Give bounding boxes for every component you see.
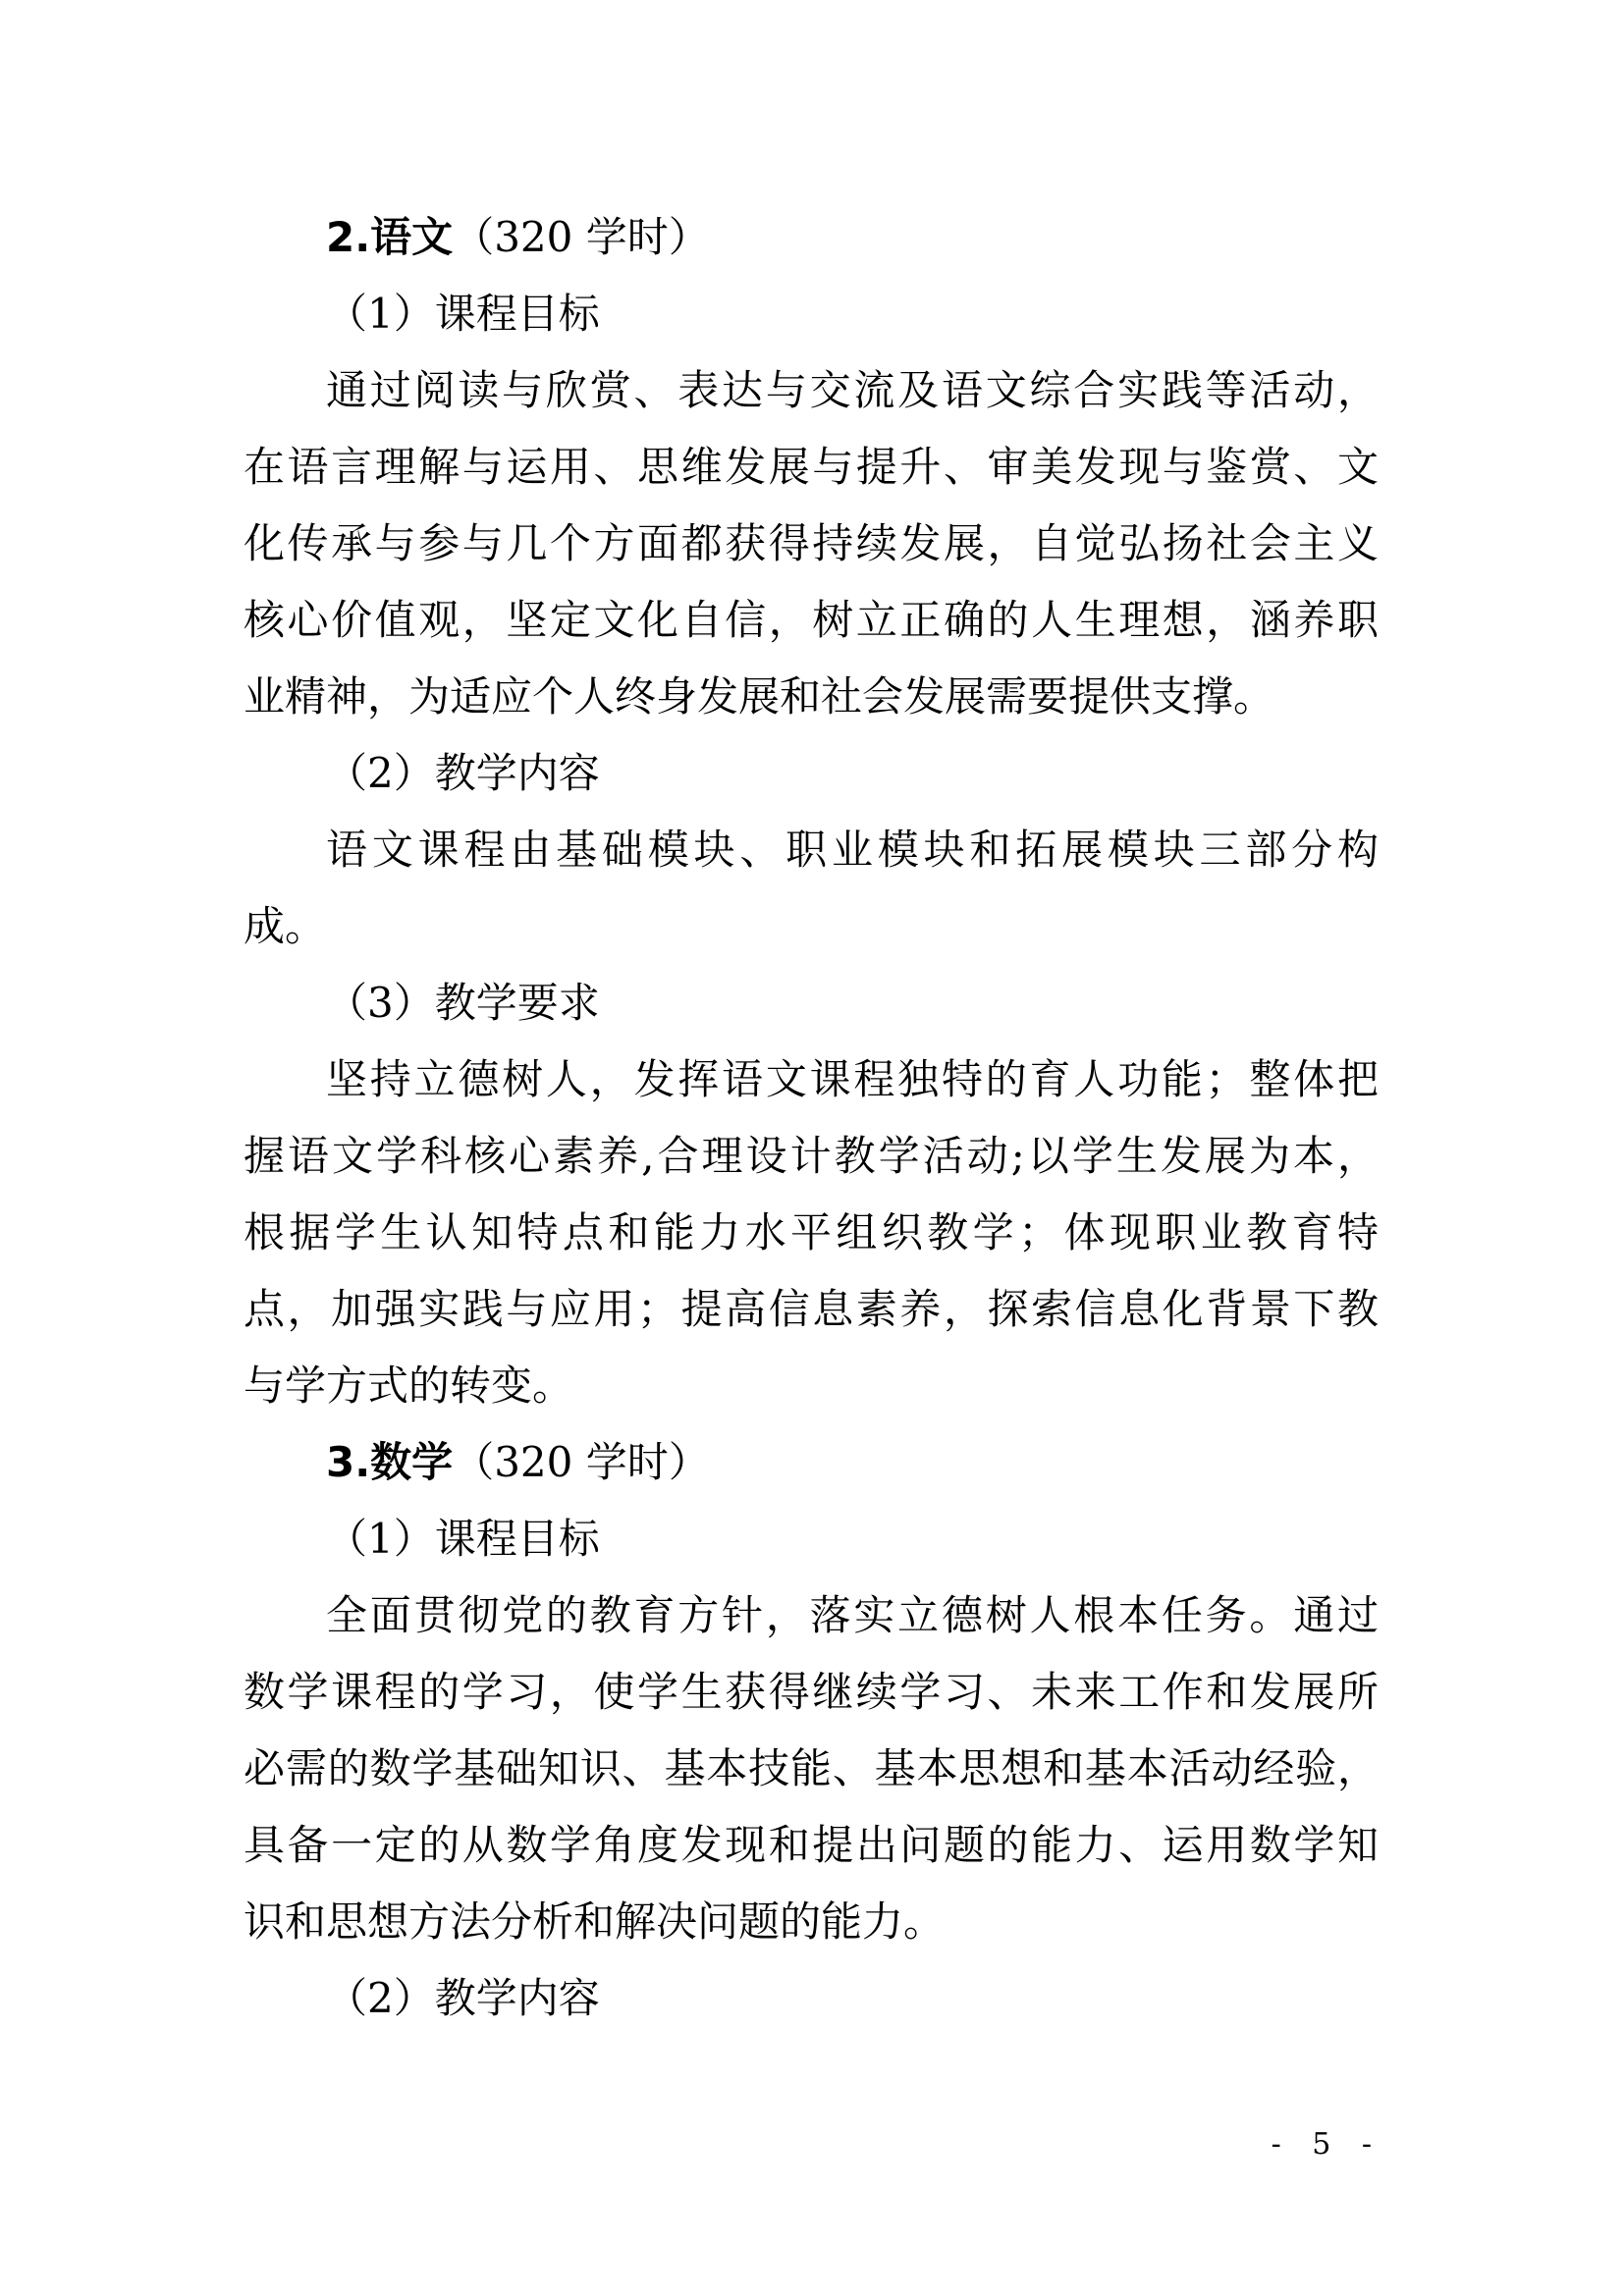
text-segment: 成。 <box>244 902 327 950</box>
document-line <box>244 1424 1379 1501</box>
text-segment: 在语言理解与运用、思维发展与提升、审美发现与鉴赏、文 <box>244 443 1379 491</box>
document-line <box>244 812 1379 888</box>
document-line <box>244 735 1379 812</box>
text-segment: （3）教学要求 <box>326 979 600 1027</box>
text-segment: 通过阅读与欣赏、表达与交流及语文综合实践等活动， <box>326 366 1379 414</box>
text-segment: 具备一定的从数学角度发现和提出问题的能力、运用数学知 <box>244 1821 1379 1869</box>
document-line <box>244 1960 1379 2037</box>
text-segment: 必需的数学基础知识、基本技能、基本思想和基本活动经验， <box>244 1744 1379 1792</box>
document-line <box>244 888 1379 965</box>
document-line <box>244 276 1379 352</box>
text-block <box>244 199 1379 2037</box>
text-segment: 全面贯彻党的教育方针，落实立德树人根本任务。通过 <box>326 1591 1379 1639</box>
document-line <box>244 506 1379 582</box>
document-line <box>244 582 1379 659</box>
document-line <box>244 1271 1379 1348</box>
text-segment: 语文课程由基础模块、职业模块和拓展模块三部分构 <box>326 826 1379 874</box>
document-line <box>244 965 1379 1041</box>
document-line <box>244 1041 1379 1118</box>
text-segment: 识和思想方法分析和解决问题的能力。 <box>244 1897 946 1946</box>
text-segment: （320 学时） <box>453 213 710 261</box>
text-segment: （1）课程目标 <box>326 290 600 338</box>
heading-bold-text: 2.语文 <box>326 213 454 261</box>
document-line <box>244 1577 1379 1654</box>
text-segment: 核心价值观，坚定文化自信，树立正确的人生理想，涵养职 <box>244 596 1379 644</box>
text-segment: 数学课程的学习，使学生获得继续学习、未来工作和发展所 <box>244 1668 1379 1716</box>
text-segment: （2）教学内容 <box>326 1974 600 2022</box>
document-line <box>244 1731 1379 1807</box>
document-line <box>244 352 1379 429</box>
text-segment: 握语文学科核心素养,合理设计教学活动;以学生发展为本， <box>244 1132 1379 1180</box>
text-segment: 根据学生认知特点和能力水平组织教学；体现职业教育特 <box>244 1208 1379 1256</box>
text-segment: （2）教学内容 <box>326 749 600 797</box>
text-segment: 业精神，为适应个人终身发展和社会发展需要提供支撑。 <box>244 672 1275 721</box>
document-line <box>244 1501 1379 1577</box>
text-segment: 化传承与参与几个方面都获得持续发展，自觉弘扬社会主义 <box>244 519 1379 567</box>
text-segment: 坚持立德树人，发挥语文课程独特的育人功能；整体把 <box>326 1055 1379 1103</box>
document-line <box>244 1884 1379 1960</box>
document-line <box>244 1807 1379 1884</box>
document-line <box>244 1118 1379 1195</box>
heading-bold-text: 3.数学 <box>326 1438 454 1486</box>
document-line <box>244 429 1379 506</box>
text-segment: （1）课程目标 <box>326 1515 600 1563</box>
document-line <box>244 1195 1379 1271</box>
page-number: - 5 - <box>1271 2127 1382 2162</box>
text-segment: 点，加强实践与应用；提高信息素养，探索信息化背景下教 <box>244 1285 1379 1333</box>
document-line <box>244 1348 1379 1424</box>
document-line <box>244 1654 1379 1731</box>
document-line <box>244 199 1379 276</box>
document-line <box>244 659 1379 735</box>
text-segment: （320 学时） <box>453 1438 710 1486</box>
text-segment: 与学方式的转变。 <box>244 1362 574 1410</box>
